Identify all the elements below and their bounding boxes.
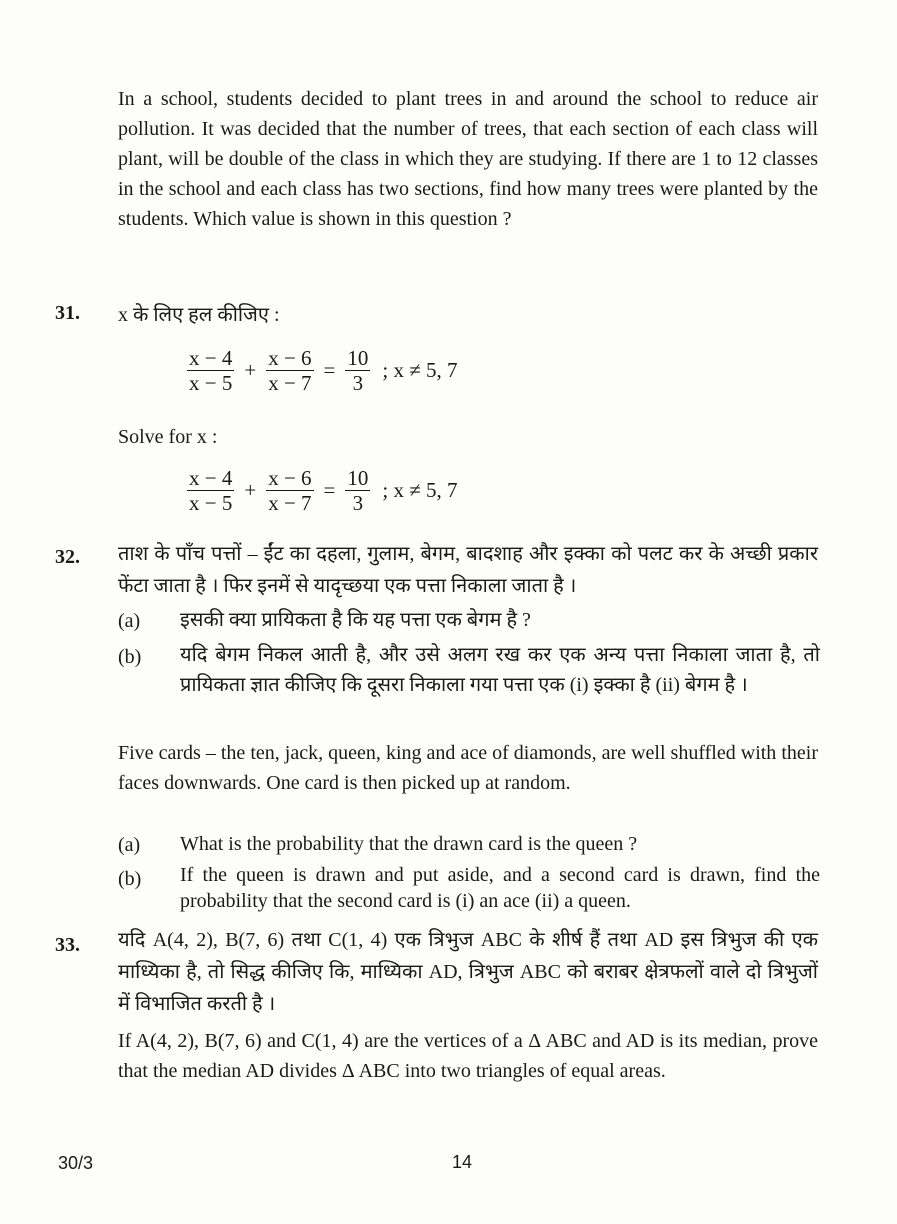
question-32-hindi-b-label: (b)	[118, 646, 142, 668]
denominator: x − 7	[268, 371, 312, 395]
question-33-number: 33.	[55, 934, 80, 956]
numerator: x − 6	[268, 466, 312, 490]
question-31-english-prompt: Solve for x :	[118, 426, 218, 448]
equation-condition: ; x ≠ 5, 7	[382, 478, 458, 502]
denominator: x − 7	[268, 491, 312, 515]
denominator: x − 5	[189, 371, 233, 395]
equals-sign: =	[323, 478, 336, 502]
question-32-number: 32.	[55, 546, 80, 568]
question-32-english-b-label: (b)	[118, 868, 142, 890]
plus-sign: +	[244, 358, 257, 382]
fraction	[187, 466, 234, 515]
question-31-hindi-prompt: x के लिए हल कीजिए :	[118, 304, 280, 326]
question-33-hindi-text: यदि A(4, 2), B(7, 6) तथा C(1, 4) एक त्रिभुज ABC के शीर्ष हैं तथा AD इस त्रिभुज की एक माध्यिका है, तो सिद्ध कीजिए कि, माध्यिका AD, त्रिभुज ABC को बराबर क्षेत्रफलों वाले दो त्रिभुजों में विभाजित करती है ।	[118, 929, 818, 1015]
fraction	[266, 466, 313, 515]
question-32-english-text: Five cards – the ten, jack, queen, king and ace of diamonds, are well shuffled with their faces downwards. One card is then picked up at random.	[118, 742, 818, 794]
numerator: x − 6	[268, 346, 312, 370]
page-number: 14	[452, 1152, 473, 1172]
numerator: x − 4	[189, 466, 233, 490]
equation-condition: ; x ≠ 5, 7	[382, 358, 458, 382]
question-32-hindi-text: ताश के पाँच पत्तों – ईंट का दहला, गुलाम, बेगम, बादशाह और इक्का को पलट कर के अच्छी प्रकार फेंटा जाता है । फिर इनमें से यादृच्छया एक पत्ता निकाला जाता है ।	[118, 543, 818, 597]
equals-sign: =	[323, 358, 336, 382]
question-32-english-a: What is the probability that the drawn card is the queen ?	[180, 833, 638, 855]
denominator: 3	[352, 491, 364, 515]
denominator: 3	[352, 371, 364, 395]
paper-code: 30/3	[58, 1153, 94, 1173]
question-31-equation-hindi	[183, 346, 458, 395]
question-32-hindi-a-label: (a)	[118, 610, 141, 632]
fraction	[187, 346, 234, 395]
question-32-hindi-b: यदि बेगम निकल आती है, और उसे अलग रख कर एक अन्य पत्ता निकाला जाता है, तो प्रायिकता ज्ञात कीजिए कि दूसरा निकाला गया पत्ता एक (i) इक्का है (ii) बेगम है ।	[180, 644, 820, 696]
plus-sign: +	[244, 478, 257, 502]
question-33-english-text: If A(4, 2), B(7, 6) and C(1, 4) are the vertices of a Δ ABC and AD is its median, prove that the median AD divides Δ ABC into two triangles of equal areas.	[118, 1030, 818, 1082]
question-32-english-a-label: (a)	[118, 834, 141, 856]
fraction	[345, 346, 370, 395]
fraction	[266, 346, 313, 395]
intro-paragraph: In a school, students decided to plant trees in and around the school to reduce air pollution. It was decided that the number of trees, that each section of each class will plant, will be double of the class in which they are studying. If there are 1 to 12 classes in the school and each class has two sections, find how many trees were planted by the students. Which value is shown in this question ?	[118, 88, 818, 230]
denominator: x − 5	[189, 491, 233, 515]
question-32-english-b: If the queen is drawn and put aside, and a second card is drawn, find the probability that the second card is (i) an ace (ii) a queen.	[180, 864, 820, 912]
question-31-equation-english	[183, 466, 458, 515]
fraction	[345, 466, 370, 515]
numerator: 10	[347, 346, 369, 370]
numerator: 10	[347, 466, 369, 490]
numerator: x − 4	[189, 346, 233, 370]
question-32-hindi-a: इसकी क्या प्रायिकता है कि यह पत्ता एक बेगम है ?	[180, 609, 531, 631]
question-31-number: 31.	[55, 302, 80, 324]
